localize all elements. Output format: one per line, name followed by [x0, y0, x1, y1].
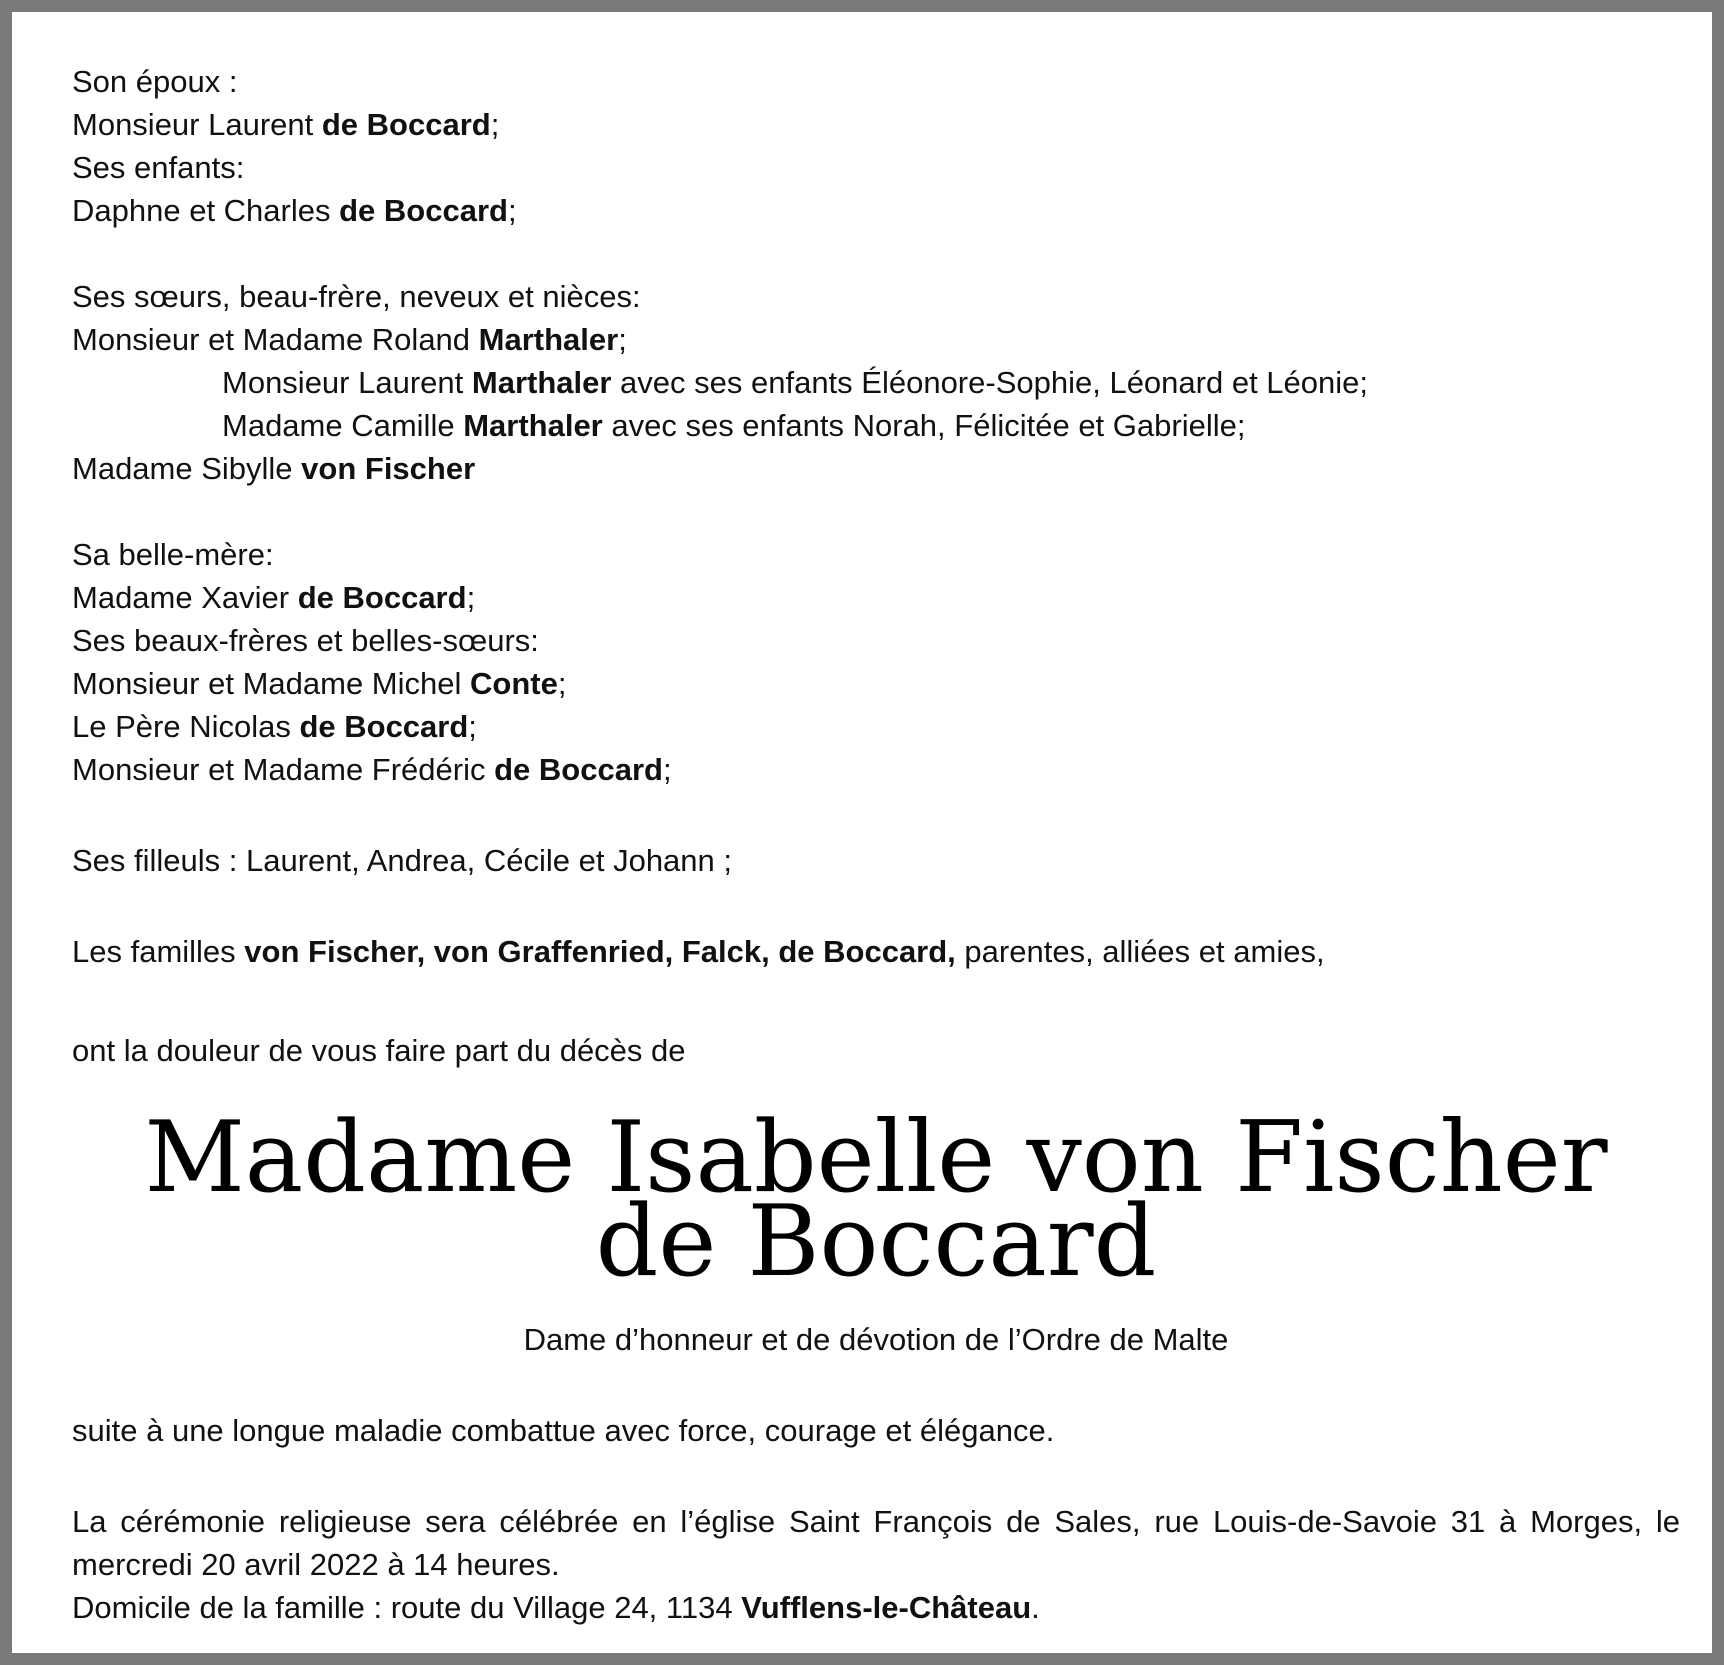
surname: von Fischer, von Graffenried, Falck, de Boccard,: [244, 934, 956, 969]
name-text: Madame Sibylle: [72, 451, 302, 486]
spacer: [72, 1361, 1680, 1409]
name-text: Monsieur et Madame Frédéric: [72, 752, 495, 787]
punctuation: ;: [490, 107, 500, 142]
punctuation: .: [1031, 1590, 1040, 1625]
name-text: Daphne et Charles: [72, 193, 340, 228]
name-text: Le Père Nicolas: [72, 709, 300, 744]
siblings-line-3: [72, 404, 1680, 447]
name-text: avec ses enfants Norah, Félicitée et Gabrielle;: [602, 408, 1246, 443]
deceased-title: Dame d’honneur et de dévotion de l’Ordre de Malte: [523, 1322, 1229, 1357]
children-line: [72, 189, 1680, 232]
punctuation: ;: [468, 709, 477, 744]
mother-in-law-line: [72, 576, 1680, 619]
spouse-heading: Son époux :: [72, 64, 238, 99]
obituary-page: [12, 12, 1712, 1653]
in-laws-line-3: [72, 748, 1680, 791]
address-text: Domicile de la famille : route du Village 24, 1134: [72, 1590, 742, 1625]
name-text: Monsieur Laurent: [72, 107, 322, 142]
punctuation: ;: [618, 322, 627, 357]
deceased-name: [72, 1101, 1680, 1299]
children-heading: Ses enfants:: [72, 150, 245, 185]
name-text: Monsieur et Madame Roland: [72, 322, 479, 357]
name-text: Monsieur et Madame Michel: [72, 666, 470, 701]
spacer: [72, 882, 1680, 930]
domicile-line: [72, 1586, 1680, 1629]
surname: Marthaler: [471, 365, 612, 400]
name-text: Monsieur Laurent: [222, 365, 472, 400]
surname: Marthaler: [463, 408, 603, 443]
godchildren-line: Ses filleuls : Laurent, Andrea, Cécile et Johann ;: [72, 843, 733, 878]
surname: Conte: [470, 666, 558, 701]
deceased-name-line-2: de Boccard: [595, 1185, 1157, 1299]
name-text: Les familles: [72, 934, 245, 969]
punctuation: ;: [507, 193, 517, 228]
siblings-line-2: [72, 361, 1680, 404]
spacer: [72, 973, 1680, 1029]
name-text: Madame Camille: [222, 408, 464, 443]
name-text: avec ses enfants Éléonore-Sophie, Léonard et Léonie;: [611, 365, 1369, 400]
in-laws-line-1: [72, 662, 1680, 705]
siblings-line-1: [72, 318, 1680, 361]
spacer: [72, 490, 1680, 533]
surname: von Fischer: [301, 451, 476, 486]
name-text: Madame Xavier: [72, 580, 298, 615]
surname: de Boccard: [339, 193, 508, 228]
name-text: parentes, alliées et amies,: [955, 934, 1325, 969]
announcement-line: ont la douleur de vous faire part du décès de: [72, 1033, 686, 1068]
ceremony-text: La cérémonie religieuse sera célébrée en l’église Saint François de Sales, rue Louis-de-Savoie 31 à Morges, le mercredi 20 avril 2022 à 14 heures.: [72, 1504, 1680, 1582]
cause-line: suite à une longue maladie combattue avec force, courage et élégance.: [72, 1413, 1055, 1448]
surname: de Boccard: [321, 107, 491, 142]
families-line: [72, 930, 1680, 973]
town-name: Vufflens-le-Château: [741, 1590, 1032, 1625]
surname: de Boccard: [299, 709, 469, 744]
in-laws-line-2: [72, 705, 1680, 748]
obituary-content: [72, 60, 1680, 1629]
surname: de Boccard: [494, 752, 663, 787]
spouse-line: [72, 103, 1680, 146]
surname: Marthaler: [478, 322, 619, 357]
punctuation: ;: [466, 580, 476, 615]
siblings-heading: Ses sœurs, beau-frère, neveux et nièces:: [72, 279, 641, 314]
spacer: [72, 791, 1680, 839]
mother-in-law-heading: Sa belle-mère:: [72, 537, 274, 572]
deceased-name-line-1: Madame Isabelle von Fischer: [144, 1101, 1608, 1215]
siblings-line-4: [72, 447, 1680, 490]
surname: de Boccard: [297, 580, 467, 615]
punctuation: ;: [557, 666, 567, 701]
spacer: [72, 232, 1680, 275]
spacer: [72, 1452, 1680, 1500]
punctuation: ;: [662, 752, 672, 787]
in-laws-heading: Ses beaux-frères et belles-sœurs:: [72, 623, 539, 658]
